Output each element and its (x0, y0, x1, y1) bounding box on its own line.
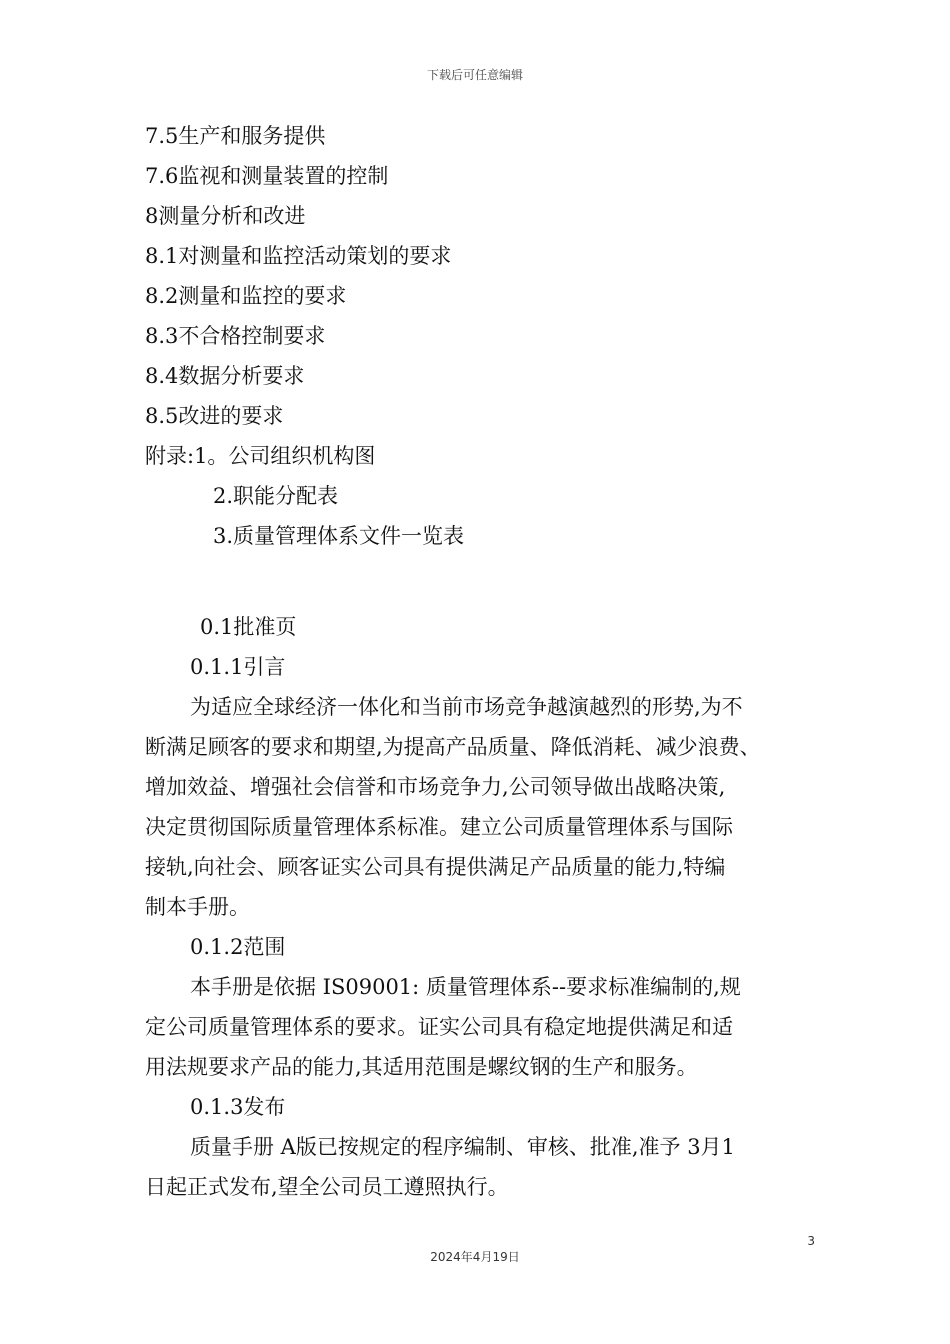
release-paragraph-line: 质量手册 A版已按规定的程序编制、审核、批准,准予 3月1 (190, 1135, 735, 1159)
release-paragraph-line: 日起正式发布,望全公司员工遵照执行。 (145, 1175, 509, 1199)
scope-heading: 0.1.2范围 (190, 935, 286, 959)
scope-paragraph-line: 用法规要求产品的能力,其适用范围是螺纹钢的生产和服务。 (145, 1055, 698, 1079)
toc-appendix-item: 3.质量管理体系文件一览表 (213, 524, 465, 548)
intro-paragraph-line: 制本手册。 (145, 895, 250, 919)
footer-date: 2024年4月19日 (430, 1250, 520, 1264)
intro-paragraph-line: 增加效益、增强社会信誉和市场竞争力,公司领导做出战略决策, (145, 775, 726, 799)
section-title: 0.1批准页 (200, 615, 297, 639)
toc-item: 8测量分析和改进 (145, 204, 306, 228)
toc-item: 7.5生产和服务提供 (145, 124, 326, 148)
toc-appendix-item: 附录:1。公司组织机构图 (145, 444, 376, 468)
toc-item: 7.6监视和测量装置的控制 (145, 164, 389, 188)
intro-paragraph-line: 断满足顾客的要求和期望,为提高产品质量、降低消耗、减少浪费、 (145, 735, 761, 759)
scope-paragraph-line: 定公司质量管理体系的要求。证实公司具有稳定地提供满足和适 (145, 1015, 733, 1039)
toc-item: 8.2测量和监控的要求 (145, 284, 347, 308)
scope-paragraph-line: 本手册是依据 IS09001: 质量管理体系--要求标准编制的,规 (190, 975, 741, 999)
release-heading: 0.1.3发布 (190, 1095, 286, 1119)
toc-appendix-item: 2.职能分配表 (213, 484, 339, 508)
intro-paragraph-line: 接轨,向社会、顾客证实公司具有提供满足产品质量的能力,特编 (145, 855, 726, 879)
page-header: 下载后可任意编辑 (426, 68, 523, 82)
toc-item: 8.3不合格控制要求 (145, 324, 326, 348)
toc-item: 8.4数据分析要求 (145, 364, 305, 388)
intro-heading: 0.1.1引言 (190, 655, 286, 679)
intro-paragraph-line: 决定贯彻国际质量管理体系标准。建立公司质量管理体系与国际 (145, 815, 733, 839)
intro-paragraph-line: 为适应全球经济一体化和当前市场竞争越演越烈的形势,为不 (190, 695, 743, 719)
toc-item: 8.1对测量和监控活动策划的要求 (145, 244, 452, 268)
page-number: 3 (807, 1234, 815, 1248)
toc-item: 8.5改进的要求 (145, 404, 284, 428)
